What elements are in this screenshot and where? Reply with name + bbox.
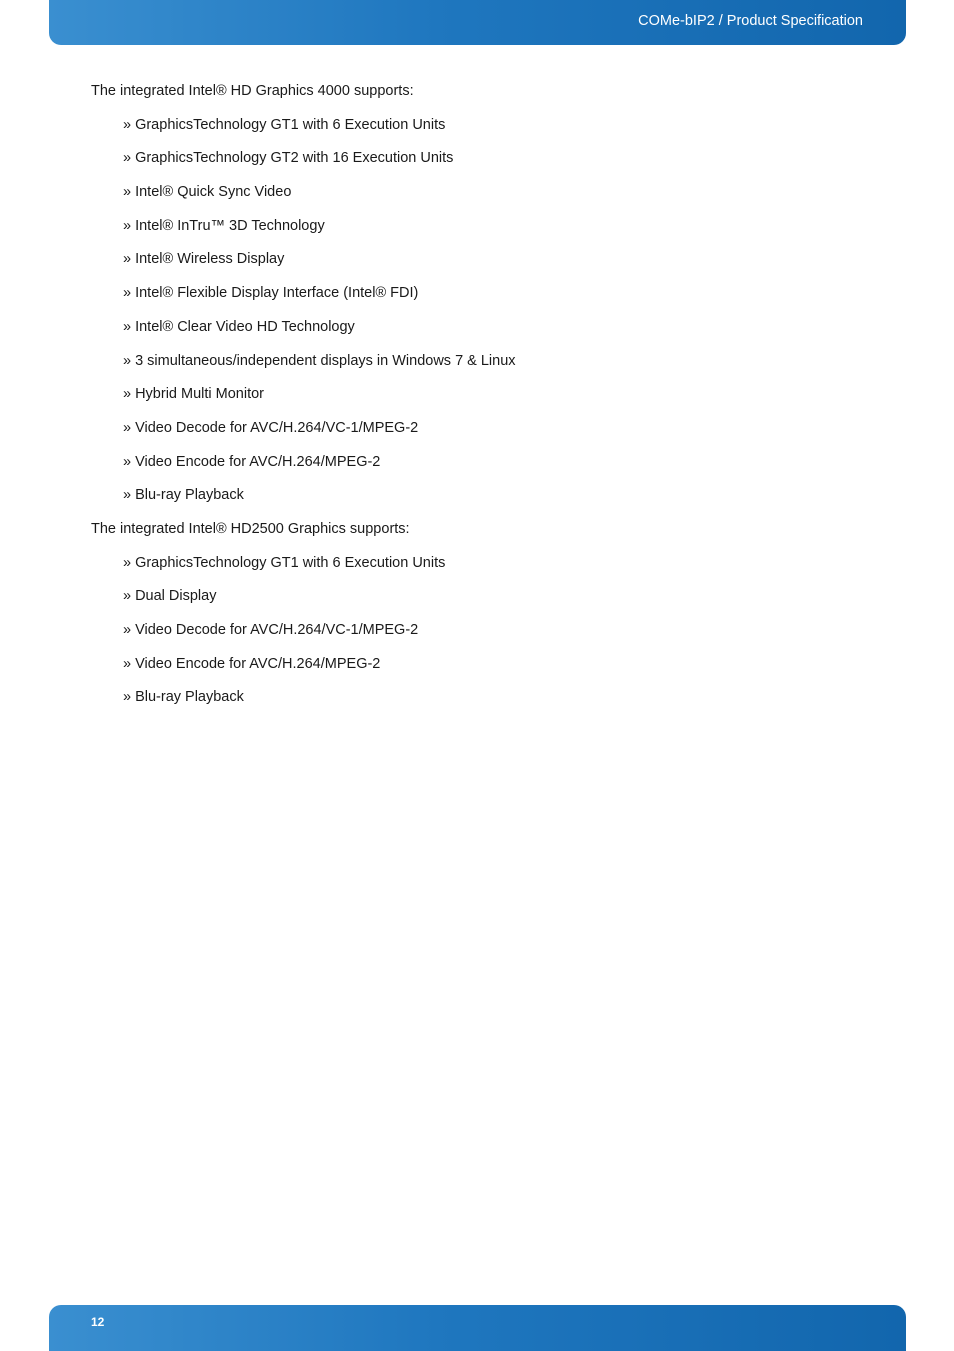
section-intro: The integrated Intel® HD2500 Graphics supports: xyxy=(91,520,410,537)
section-hd-graphics-4000 xyxy=(91,82,871,504)
list-item-text: Video Encode for AVC/H.264/MPEG-2 xyxy=(135,655,381,672)
list-item xyxy=(91,688,871,706)
list-item xyxy=(91,352,871,370)
bullet-marker: » xyxy=(123,150,132,167)
list-item-text: Intel® Flexible Display Interface (Intel® FDI) xyxy=(135,285,419,302)
bullet-marker: » xyxy=(123,116,132,133)
list-item-text: Intel® Quick Sync Video xyxy=(135,184,292,201)
section-hd2500-graphics xyxy=(91,520,871,706)
list-item xyxy=(91,217,871,235)
feature-list xyxy=(91,554,871,707)
list-item xyxy=(91,385,871,403)
bullet-marker: » xyxy=(123,285,132,302)
list-item-text: Blu-ray Playback xyxy=(135,689,244,706)
bullet-marker: » xyxy=(123,689,132,706)
bullet-marker: » xyxy=(123,419,132,436)
list-item xyxy=(91,419,871,437)
bullet-marker: » xyxy=(123,217,132,234)
list-item xyxy=(91,486,871,504)
list-item-text: Hybrid Multi Monitor xyxy=(135,386,264,403)
document-title: COMe-bIP2 / Product Specification xyxy=(638,13,863,29)
list-item-text: Blu-ray Playback xyxy=(135,487,244,504)
list-item-text: Intel® Wireless Display xyxy=(135,251,285,268)
bullet-marker: » xyxy=(123,352,132,369)
bullet-marker: » xyxy=(123,622,132,638)
list-item-text: 3 simultaneous/independent displays in Windows 7 & Linux xyxy=(135,352,516,369)
list-item xyxy=(91,453,871,471)
list-item-text: GraphicsTechnology GT1 with 6 Execution Units xyxy=(135,116,446,133)
page-header-banner xyxy=(49,0,906,45)
list-item-text: GraphicsTechnology GT2 with 16 Execution Units xyxy=(135,150,454,167)
page-number: 12 xyxy=(91,1315,105,1329)
list-item xyxy=(91,149,871,167)
bullet-marker: » xyxy=(123,554,132,571)
bullet-marker: » xyxy=(123,251,132,268)
list-item xyxy=(91,554,871,572)
list-item xyxy=(91,318,871,336)
bullet-marker: » xyxy=(123,318,132,335)
list-item xyxy=(91,621,871,639)
list-item xyxy=(91,655,871,673)
list-item-text: Video Decode for AVC/H.264/VC-1/MPEG-2 xyxy=(135,419,419,436)
list-item xyxy=(91,250,871,268)
list-item-text: Intel® Clear Video HD Technology xyxy=(135,318,355,335)
list-item-text: Dual Display xyxy=(135,588,217,605)
list-item-text: GraphicsTechnology GT1 with 6 Execution Units xyxy=(135,554,446,571)
feature-list xyxy=(91,116,871,505)
list-item-text: Intel® InTru™ 3D Technology xyxy=(135,217,325,234)
bullet-marker: » xyxy=(123,487,132,504)
list-item xyxy=(91,183,871,201)
list-item xyxy=(91,587,871,605)
bullet-marker: » xyxy=(123,386,132,403)
bullet-marker: » xyxy=(123,588,132,605)
section-intro: The integrated Intel® HD Graphics 4000 supports: xyxy=(91,83,414,99)
page-footer-banner xyxy=(49,1305,906,1351)
bullet-marker: » xyxy=(123,453,132,470)
list-item xyxy=(91,284,871,302)
page-content xyxy=(91,82,871,722)
bullet-marker: » xyxy=(123,184,132,201)
list-item xyxy=(91,116,871,134)
bullet-marker: » xyxy=(123,655,132,672)
list-item-text: Video Decode for AVC/H.264/VC-1/MPEG-2 xyxy=(135,622,419,638)
list-item-text: Video Encode for AVC/H.264/MPEG-2 xyxy=(135,453,381,470)
